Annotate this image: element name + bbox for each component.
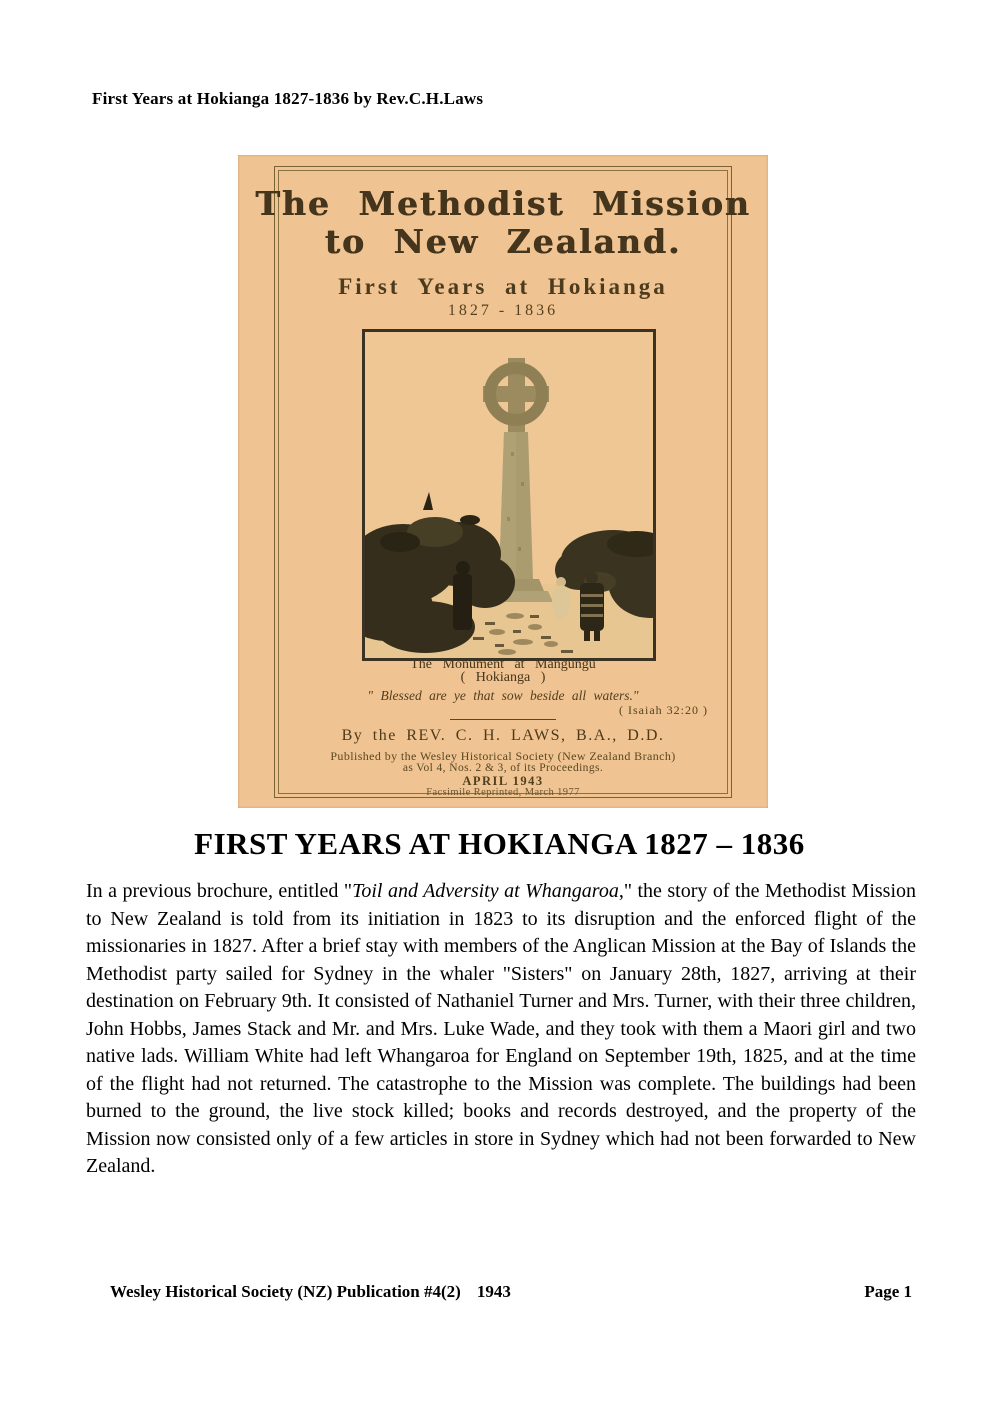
document-header: First Years at Hokianga 1827-1836 by Rev.C.H.Laws xyxy=(92,89,484,108)
cover-masthead xyxy=(238,185,768,261)
cover-divider-rule xyxy=(450,719,556,720)
photo-caption-line1: The Monument at Mangungu xyxy=(410,657,596,672)
cover-subtitle: First Years at Hokianga xyxy=(338,274,668,299)
footer-page-number: Page 1 xyxy=(864,1282,912,1301)
cover-masthead-line1: The Methodist Mission xyxy=(255,184,751,223)
footer-publication-text: Wesley Historical Society (NZ) Publication #4(2) xyxy=(110,1282,461,1301)
publisher-line4: Facsimile Reprinted, March 1977 xyxy=(426,787,580,798)
scripture-quote: " Blessed are ye that sow beside all waters." xyxy=(367,688,639,703)
publisher-line3: APRIL 1943 xyxy=(462,774,544,788)
scripture-reference: ( Isaiah 32:20 ) xyxy=(619,703,708,717)
paragraph-text-rest: ," the story of the Methodist Mission to New Zealand is told from its initiation in 1823 to its disruption and the enforced flight of the missionaries in 1827. After a brief stay with members of the Anglican Mission at the Bay of Islands the Methodist party sailed for Sydney in the whaler "Sisters" on January 28th, 1827, arriving at their destination on February 9th. It consisted of Nathaniel Turner and Mrs. Turner, with their three children, John Hobbs, James Stack and Mr. and Mrs. Luke Wade, and they took with them a Maori girl and two native lads. William White had left Whangaroa for England on September 19th, 1825, and at the time of the flight had not returned. The catastrophe to the Mission was complete. The buildings had been burned to the ground, the live stock killed; books and records destroyed, and the property of the Mission now consisted only of a few articles in store in Sydney which had not been forwarded to New Zealand. xyxy=(86,880,916,1177)
paragraph-italic-title: Toil and Adversity at Whangaroa xyxy=(352,880,619,902)
booklet-cover-scan xyxy=(238,155,768,808)
footer-year: 1943 xyxy=(476,1282,511,1301)
cover-byline: By the REV. C. H. LAWS, B.A., D.D. xyxy=(341,727,665,744)
monument-photo-graphic xyxy=(365,332,653,658)
article-title: FIRST YEARS AT HOKIANGA 1827 – 1836 xyxy=(194,826,805,861)
monument-photo xyxy=(362,329,656,661)
photo-caption-line2: ( Hokianga ) xyxy=(460,670,546,685)
footer-publication xyxy=(110,1282,511,1302)
cover-years: 1827 - 1836 xyxy=(447,302,559,319)
article-paragraph xyxy=(86,878,916,1181)
publisher-line2: as Vol 4, Nos. 2 & 3, of its Proceedings. xyxy=(402,762,604,774)
paragraph-text-start: In a previous brochure, entitled " xyxy=(86,880,353,902)
photo-caption xyxy=(238,658,768,684)
cover-masthead-line2: to New Zealand. xyxy=(324,222,682,261)
publisher-line1: Published by the Wesley Historical Society (New Zealand Branch) xyxy=(330,749,676,763)
